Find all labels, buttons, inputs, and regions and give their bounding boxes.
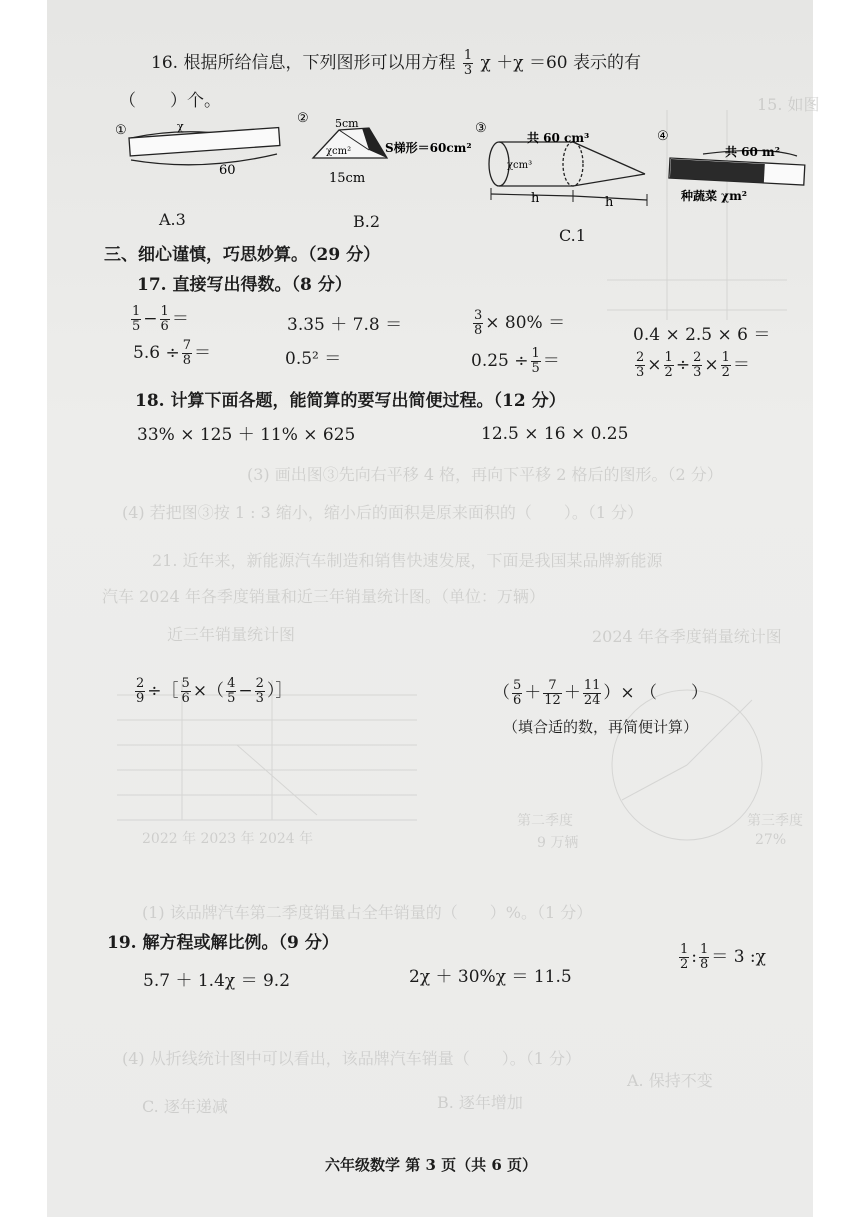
q19-eq-3: $\frac{1}{2}$ : $\frac{1}{8}$ ＝ 3 :χ <box>680 942 766 972</box>
choice-c: C.1 <box>559 226 586 245</box>
fig3-h1-label: h <box>531 191 540 206</box>
q18-expr-1: 33% × 125 ＋ 11% × 625 <box>137 425 356 445</box>
page-footer: 六年级数学 第 3 页（共 6 页） <box>325 1156 537 1174</box>
fig4-top-label: 共 60 m² <box>725 145 781 159</box>
bleed-text: 近三年销量统计图 <box>167 625 296 644</box>
bleed-text: 27% <box>755 832 787 848</box>
fig3-number: ③ <box>475 121 487 136</box>
bleed-text: (4) 若把图③按 1 : 3 缩小，缩小后的面积是原来面积的（ ）。（1 分） <box>122 503 644 522</box>
q16-equation-text: χ ＋χ ＝60 表示的有 <box>480 53 641 73</box>
q16-stem <box>151 48 641 78</box>
q16-blank: （ ）个。 <box>119 91 221 111</box>
bleed-text: 21. 近年来，新能源汽车制造和销售快速发展，下面是我国某品牌新能源 <box>152 551 663 570</box>
q17-item-6: 0.5² ＝ <box>285 349 342 369</box>
fig2-bottom-label: 15cm <box>329 171 366 186</box>
fig3-inner-label: χcm³ <box>507 160 533 171</box>
q17-item-4: 0.4 × 2.5 × 6 ＝ <box>633 325 771 345</box>
q17-item-8: $\frac{2}{3}$ × $\frac{1}{2}$ ÷ $\frac{2}{3}$ × $\frac{1}{2}$ ＝ <box>636 350 750 380</box>
q19-eq-2: 2χ ＋ 30%χ ＝ 11.5 <box>409 967 572 987</box>
q19-title: 19. 解方程或解比例。（9 分） <box>107 933 339 953</box>
choice-a: A.3 <box>159 210 186 229</box>
fig3-h2-label: h <box>605 195 614 210</box>
fig4-bottom-label: 种蔬菜 χm² <box>681 189 748 203</box>
bleed-text: A. 保持不变 <box>627 1071 713 1090</box>
fig1-number: ① <box>115 123 127 138</box>
bleed-text: 2022 年 2023 年 2024 年 <box>142 831 314 847</box>
q17-item-5: 5.6 ÷ $\frac{7}{8}$ ＝ <box>133 338 211 368</box>
fig3-top-label: 共 60 cm³ <box>527 131 590 145</box>
bleed-text: (1) 该品牌汽车第二季度销量占全年销量的（ ）%。（1 分） <box>142 903 593 922</box>
fig2-number: ② <box>297 111 309 126</box>
q17-item-1: $\frac{1}{5}$ − $\frac{1}{6}$ ＝ <box>132 304 189 334</box>
bleed-text: B. 逐年增加 <box>437 1093 523 1112</box>
choice-b: B.2 <box>353 212 381 231</box>
q17-item-7: 0.25 ÷ $\frac{1}{5}$ ＝ <box>471 346 560 376</box>
q17-item-2: 3.35 ＋ 7.8 ＝ <box>287 315 403 335</box>
q18-note: （填合适的数，再简便计算） <box>503 718 699 736</box>
fig2-top-label: 5cm <box>335 117 359 130</box>
exam-page <box>47 0 820 1217</box>
q19-eq-1: 5.7 ＋ 1.4χ ＝ 9.2 <box>143 971 291 991</box>
bleed-text: (3) 画出图③先向右平移 4 格，再向下平移 2 格后的图形。（2 分） <box>247 465 723 484</box>
bleed-text: 15. 如图 <box>757 95 820 114</box>
bleed-text: 汽车 2024 年各季度销量和近三年销量统计图。（单位：万辆） <box>102 587 545 606</box>
q18-expr-2: 12.5 × 16 × 0.25 <box>481 424 629 444</box>
q17-title: 17. 直接写出得数。（8 分） <box>137 275 352 295</box>
bleed-text: C. 逐年递减 <box>142 1097 228 1116</box>
q18-expr-3: $\frac{2}{9}$ ÷［ $\frac{5}{6}$ ×（ $\frac{4}{5}$ − $\frac{2}{3}$ ）］ <box>136 676 293 706</box>
q17-item-3: $\frac{3}{8}$ × 80% ＝ <box>474 308 566 338</box>
bleed-text: 9 万辆 <box>537 835 579 851</box>
bleed-text: 第二季度 <box>517 813 573 829</box>
q16-stem-text: 16. 根据所给信息，下列图形可以用方程 <box>151 53 456 73</box>
fig1-top-label: χ <box>177 120 184 133</box>
bleed-text: 第三季度 <box>747 813 803 829</box>
q18-expr-4: （ $\frac{5}{6}$ ＋ $\frac{7}{12}$ ＋ $\frac{11}{24}$ ）× （ ） <box>493 678 709 708</box>
bleed-text: (4) 从折线统计图中可以看出，该品牌汽车销量（ ）。（1 分） <box>122 1049 582 1068</box>
q16-fraction: $\frac{1}{3}$ <box>463 48 473 78</box>
section-heading: 三、细心谨慎，巧思妙算。（29 分） <box>104 245 381 265</box>
fig1-bottom-label: 60 <box>219 163 236 178</box>
fig2-area-label: S梯形＝60cm² <box>385 141 472 155</box>
q16-figures <box>107 108 807 220</box>
q18-title: 18. 计算下面各题，能简算的要写出简便过程。（12 分） <box>135 391 566 411</box>
bleed-text: 2024 年各季度销量统计图 <box>592 627 782 646</box>
fig4-number: ④ <box>657 129 669 144</box>
fig2-inner-label: χcm² <box>326 146 352 157</box>
